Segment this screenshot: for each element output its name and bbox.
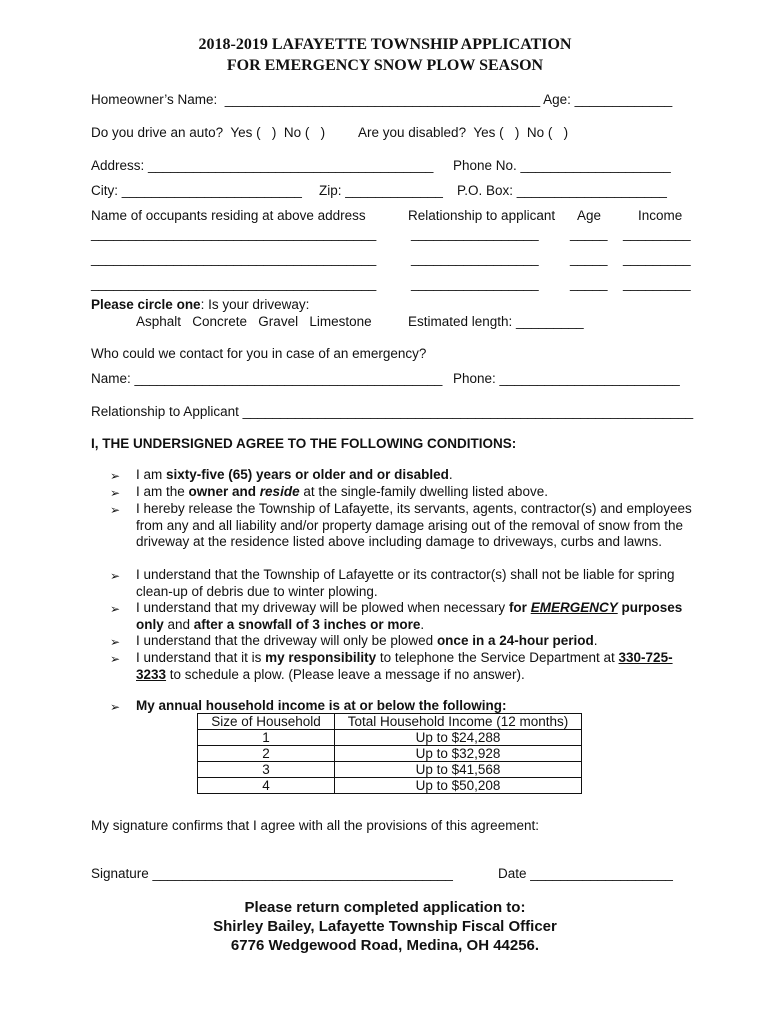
arrow-bullet-icon: ➢ [110,569,121,583]
table-cell: 3 [198,762,335,778]
condition-frequency: I understand that the driveway will only be plowed once in a 24-hour period. [136,633,598,648]
driveway-length-field[interactable]: Estimated length: _________ [408,314,584,329]
occupant-name-blank[interactable]: ______________________________________ [91,276,377,291]
emergency-name-field[interactable]: Name: _________________________________________ [91,371,443,386]
emergency-question: Who could we contact for you in case of an emergency? [91,346,427,361]
condition-cleanup: I understand that the Township of Lafayette or its contractor(s) shall not be liable for spring clean-up of debris due to winter plowing. [136,567,675,599]
table-cell: 1 [198,730,335,746]
phone-field[interactable]: Phone No. ____________________ [453,158,671,173]
occupant-income-blank[interactable]: _________ [623,251,691,266]
occupant-name-blank[interactable]: ______________________________________ [91,226,377,241]
occupants-income-header: Income [638,208,683,223]
table-row [198,762,582,778]
arrow-bullet-icon: ➢ [110,503,121,517]
income-table [197,713,582,794]
table-row [198,778,582,794]
condition-release: I hereby release the Township of Lafayette, its servants, agents, contractor(s) and employees from any and all liability and/or property damage arising out of the removal of snow from the driveway at the residence listed above including damage to driveways, curbs and lawns. [136,501,692,549]
disabled-question[interactable]: Are you disabled? Yes ( ) No ( ) [358,125,569,140]
occupants-name-header: Name of occupants residing at above address [91,208,366,223]
table-row [198,746,582,762]
return-recipient: Shirley Bailey, Lafayette Township Fiscal Officer [213,918,557,935]
occupant-name-blank[interactable]: ______________________________________ [91,251,377,266]
circle-one-label: Please circle one [91,297,201,312]
emergency-phone-field[interactable]: Phone: ________________________ [453,371,680,386]
table-cell: 4 [198,778,335,794]
title-line-2: FOR EMERGENCY SNOW PLOW SEASON [226,57,544,74]
table-cell: Up to $50,208 [335,778,582,794]
return-heading: Please return completed application to: [244,899,526,916]
address-field[interactable]: Address: ______________________________________ [91,158,434,173]
occupant-income-blank[interactable]: _________ [623,226,691,241]
condition-emergency: I understand that my driveway will be plowed when necessary for EMERGENCY purposes only and after a snowfall of 3 inches or more. [136,600,683,632]
arrow-bullet-icon: ➢ [110,602,121,616]
condition-responsibility: I understand that it is my responsibility to telephone the Service Department at 330-725-3233 to schedule a plow. (Please leave a message if no answer). [136,650,673,682]
driveway-label: : Is your driveway: [200,297,310,312]
service-phone-number: 330-725-3233 [136,650,673,682]
signature-confirmation: My signature confirms that I agree with all the provisions of this agreement: [91,818,539,833]
drive-auto-question[interactable]: Do you drive an auto? Yes ( ) No ( ) [91,125,326,140]
date-field[interactable]: Date ___________________ [498,866,673,881]
occupant-income-blank[interactable]: _________ [623,276,691,291]
occupants-relationship-header: Relationship to applicant [408,208,556,223]
table-row [198,714,582,730]
homeowner-name-field[interactable]: Homeowner’s Name: __________________________________________ Age: _____________ [91,92,673,107]
table-cell: Up to $32,928 [335,746,582,762]
arrow-bullet-icon: ➢ [110,469,121,483]
arrow-bullet-icon: ➢ [110,700,121,714]
emergency-relationship-field[interactable]: Relationship to Applicant ____________________________________________________________ [91,404,694,419]
condition-income: My annual household income is at or below the following: [136,698,507,713]
condition-age: I am sixty-five (65) years or older and or disabled. [136,467,453,482]
table-cell: Up to $24,288 [335,730,582,746]
occupants-age-header: Age [577,208,602,223]
signature-field[interactable]: Signature ________________________________________ [91,866,453,881]
condition-owner: I am the owner and reside at the single-family dwelling listed above. [136,484,548,499]
table-header-income: Total Household Income (12 months) [335,714,582,730]
occupant-relationship-blank[interactable]: _________________ [411,226,539,241]
table-header-size: Size of Household [198,714,335,730]
driveway-question [91,297,309,312]
occupant-age-blank[interactable]: _____ [570,251,608,266]
conditions-heading: I, THE UNDERSIGNED AGREE TO THE FOLLOWING CONDITIONS: [91,436,517,451]
occupant-age-blank[interactable]: _____ [570,276,608,291]
zip-field[interactable]: Zip: _____________ [319,183,443,198]
arrow-bullet-icon: ➢ [110,635,121,649]
return-address: 6776 Wedgewood Road, Medina, OH 44256. [230,937,540,954]
title-line-1: 2018-2019 LAFAYETTE TOWNSHIP APPLICATION [198,36,572,53]
table-row [198,730,582,746]
table-cell: Up to $41,568 [335,762,582,778]
occupant-age-blank[interactable]: _____ [570,226,608,241]
table-cell: 2 [198,746,335,762]
pobox-field[interactable]: P.O. Box: ____________________ [457,183,667,198]
driveway-options[interactable]: Asphalt Concrete Gravel Limestone [136,314,372,329]
occupant-relationship-blank[interactable]: _________________ [411,251,539,266]
arrow-bullet-icon: ➢ [110,652,121,666]
city-field[interactable]: City: ________________________ [91,183,302,198]
occupant-relationship-blank[interactable]: _________________ [411,276,539,291]
arrow-bullet-icon: ➢ [110,486,121,500]
